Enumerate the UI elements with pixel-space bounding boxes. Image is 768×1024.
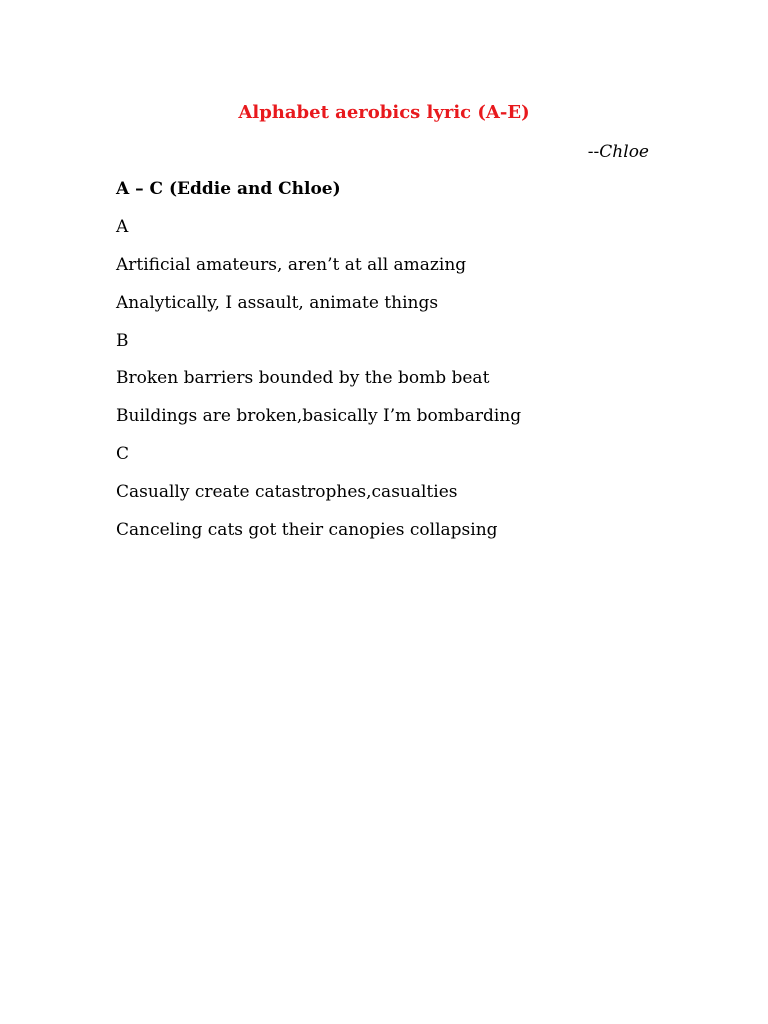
lyrics-body [116,176,676,555]
lyric-line: Casually create catastrophes,casualties [116,482,458,503]
letter-label-a: A [116,216,129,237]
lyric-line: Analytically, I assault, animate things [116,292,439,313]
byline-prefix: -- [587,142,600,162]
author-name: Chloe [599,142,649,162]
lyric-line: Artificial amateurs, aren’t at all amazing [116,254,467,275]
author-byline [588,139,649,165]
lyric-line: Canceling cats got their canopies collapsing [116,520,498,541]
section-heading: A – C (Eddie and Chloe) [116,179,341,199]
lyric-line: Buildings are broken,basically I’m bombarding [116,406,522,427]
letter-label-b: B [116,330,129,351]
document-title: Alphabet aerobics lyric (A-E) [238,102,530,123]
lyric-line: Broken barriers bounded by the bomb beat [116,368,490,389]
letter-label-c: C [116,444,130,465]
